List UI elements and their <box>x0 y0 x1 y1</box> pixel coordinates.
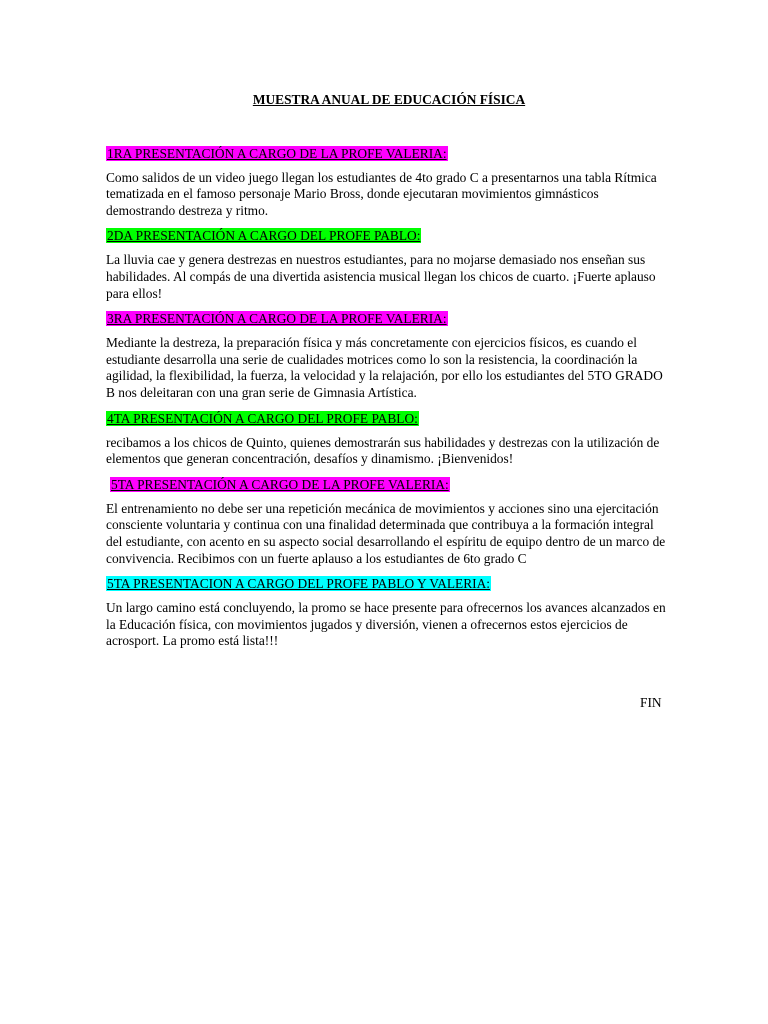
section-5-heading-text: 5TA PRESENTACIÓN A CARGO DE LA PROFE VALERIA: <box>111 476 449 492</box>
section-2-heading <box>106 227 666 244</box>
section-3-text: Mediante la destreza, la preparación física y más concretamente con ejercicios físicos, es cuando el estudiante desarrolla una serie de cualidades motrices como lo son la resistencia, la coordinación la agilidad, la flexibilidad, la fuerza, la velocidad y la relajación, por ello los estudiantes del 5TO GRADO B nos deleitaran con una gran serie de Gimnasia Artística. <box>106 335 663 400</box>
section-4-heading-text: 4TA PRESENTACIÓN A CARGO DEL PROFE PABLO: <box>107 410 418 426</box>
section-1-text: Como salidos de un video juego llegan los estudiantes de 4to grado C a presentarnos una tabla Rítmica tematizada en el famoso personaje Mario Bross, donde ejecutaran movimientos gimnásticos demostrando destreza y ritmo. <box>106 169 657 218</box>
document-title: MUESTRA ANUAL DE EDUCACIÓN FÍSICA <box>252 92 526 107</box>
closing-fin: FIN <box>640 695 662 710</box>
section-5-heading <box>106 476 666 493</box>
section-2-text: La lluvia cae y genera destrezas en nuestros estudiantes, para no mojarse demasiado nos enseñan sus habilidades. Al compás de una divertida asistencia musical llegan los chicos de cuarto. ¡Fuerte aplauso para ellos! <box>106 252 656 301</box>
document-body <box>106 92 666 658</box>
section-6-heading <box>106 575 666 592</box>
section-5-text: El entrenamiento no debe ser una repetición mecánica de movimientos y acciones sino una ejercitación consciente voluntaria y continua con una finalidad determinada que contribuya a la formación integral del estudiante, con acento en su aspecto social desarrollando el espíritu de equipo dentro de un marco de convivencia. Recibimos con un fuerte aplauso a los estudiantes de 6to grado C <box>106 500 666 566</box>
section-3-heading-text: 3RA PRESENTACIÓN A CARGO DE LA PROFE VALERIA: <box>107 311 447 327</box>
section-3-heading <box>106 310 666 327</box>
section-1-heading <box>106 145 666 162</box>
section-6-text: Un largo camino está concluyendo, la promo se hace presente para ofrecernos los avances alcanzados en la Educación física, con movimientos jugados y diversión, vienen a ofrecernos estos ejercicios de acrosport. La promo está lista!!! <box>106 600 666 649</box>
section-6-heading-text: 5TA PRESENTACION A CARGO DEL PROFE PABLO Y VALERIA: <box>107 576 491 592</box>
section-2-heading-text: 2DA PRESENTACIÓN A CARGO DEL PROFE PABLO: <box>107 228 421 244</box>
section-4-heading <box>106 410 666 427</box>
section-1-heading-text: 1RA PRESENTACIÓN A CARGO DE LA PROFE VALERIA: <box>107 145 447 161</box>
section-4-text: recibamos a los chicos de Quinto, quienes demostrarán sus habilidades y destrezas con la utilización de elementos que generan concentración, desafíos y dinamismo. ¡Bienvenidos! <box>106 434 660 467</box>
